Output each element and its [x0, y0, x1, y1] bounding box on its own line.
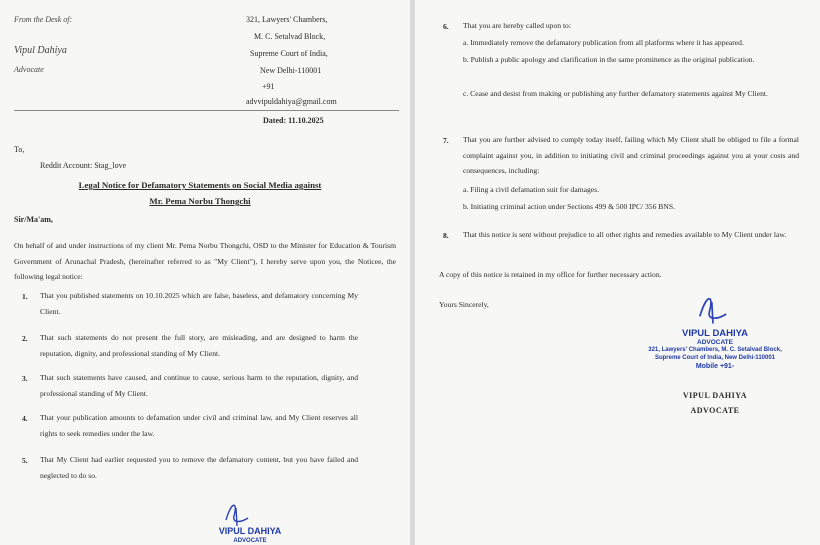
- closing: Yours Sincerely,: [439, 300, 489, 309]
- item-text: That such statements do not present the full story, are misleading, and are designed to harm the reputation, dignity, and professional standing of My Client.: [40, 333, 358, 358]
- sub-item: c. Cease and desist from making or publishing any further defamatory statements against My Client.: [463, 89, 768, 98]
- from-desk-label: From the Desk of:: [14, 15, 73, 24]
- sub-item: b. Initiating criminal action under Sections 499 & 500 IPC/ 356 BNS.: [463, 202, 675, 211]
- item-text: That you are hereby called upon to:: [463, 21, 571, 30]
- item-number: 2.: [22, 334, 28, 343]
- stamp-name: VIPUL DAHIYA: [218, 526, 282, 536]
- address-line: M. C. Setalvad Block,: [254, 32, 326, 41]
- typed-name: VIPUL DAHIYA: [682, 391, 748, 400]
- item-text: That you published statements on 10.10.2025 which are false, baseless, and defamatory concerning My Client.: [40, 291, 358, 316]
- to-label: To,: [14, 145, 25, 154]
- address-line: Supreme Court of India,: [250, 49, 328, 58]
- address-line: New Delhi-110001: [260, 66, 322, 75]
- sub-item: b. Publish a public apology and clarification in the same prominence as the original publication.: [463, 55, 755, 64]
- header-divider: [14, 110, 399, 111]
- item-number: 6.: [443, 22, 449, 31]
- item-text: That your publication amounts to defamation under civil and criminal law, and My Client reserves all rights to seek remedies under the law.: [40, 413, 358, 438]
- intro-paragraph: On behalf of and under instructions of my client Mr. Pema Norbu Thongchi, OSD to the Minister for Education & Tourism Government of Arunachal Pradesh, (hereinafter referred to as "My Client"), I hereby serve upon you, the Noticee, the following legal notice:: [14, 241, 396, 281]
- item-number: 8.: [443, 231, 449, 240]
- item-number: 5.: [22, 456, 28, 465]
- item-text: That My Client had earlier requested you to remove the defamatory content, but you have failed and neglected to do so.: [40, 455, 358, 480]
- signature: [695, 290, 731, 331]
- item-number: 3.: [22, 374, 28, 383]
- address-line: +91: [262, 82, 275, 91]
- email-address: advvipuldahiya@gmail.com: [246, 97, 337, 106]
- subject-line-1: Legal Notice for Defamatory Statements on Social Media against: [78, 180, 322, 190]
- address-line: 321, Lawyers' Chambers,: [246, 15, 328, 24]
- item-text: That you are further advised to comply today itself, failing which My Client shall be obliged to file a formal complaint against you, in addition to initiating civil and criminal proceedings against you at your costs and consequences, including:: [463, 135, 799, 175]
- stamp-name: VIPUL DAHIYA: [682, 328, 748, 339]
- copy-note: A copy of this notice is retained in my office for further necessary action.: [439, 270, 662, 279]
- recipient: Reddit Account: Stag_love: [40, 161, 127, 170]
- salutation: Sir/Ma'am,: [14, 215, 53, 224]
- date: Dated: 11.10.2025: [263, 116, 324, 125]
- typed-title: ADVOCATE: [690, 406, 740, 415]
- stamp-address: Supreme Court of India, New Delhi-110001: [654, 355, 776, 361]
- stamp-address: 321, Lawyers' Chambers, M. C. Setalvad Block,: [648, 347, 782, 353]
- item-text: That such statements have caused, and continue to cause, serious harm to the reputation, dignity, and professional standing of My Client.: [40, 373, 358, 398]
- notice-page-2: [415, 0, 820, 545]
- item-number: 4.: [22, 414, 28, 423]
- item-number: 7.: [443, 136, 449, 145]
- stamp-mobile: Mobile +91-: [695, 363, 735, 370]
- sender-name: Vipul Dahiya: [14, 45, 67, 56]
- sender-title: Advocate: [14, 65, 44, 74]
- subject-line-2: Mr. Pema Norbu Thongchi: [149, 196, 251, 206]
- stamp-title: ADVOCATE: [697, 339, 733, 346]
- item-number: 1.: [22, 292, 28, 301]
- sub-item: a. Immediately remove the defamatory publication from all platforms where it has appeared.: [463, 38, 744, 47]
- sub-item: a. Filing a civil defamation suit for damages.: [463, 185, 600, 194]
- item-text: That this notice is sent without prejudice to all other rights and remedies available to My Client under law.: [463, 230, 787, 239]
- stamp-title: ADVOCATE: [233, 538, 267, 544]
